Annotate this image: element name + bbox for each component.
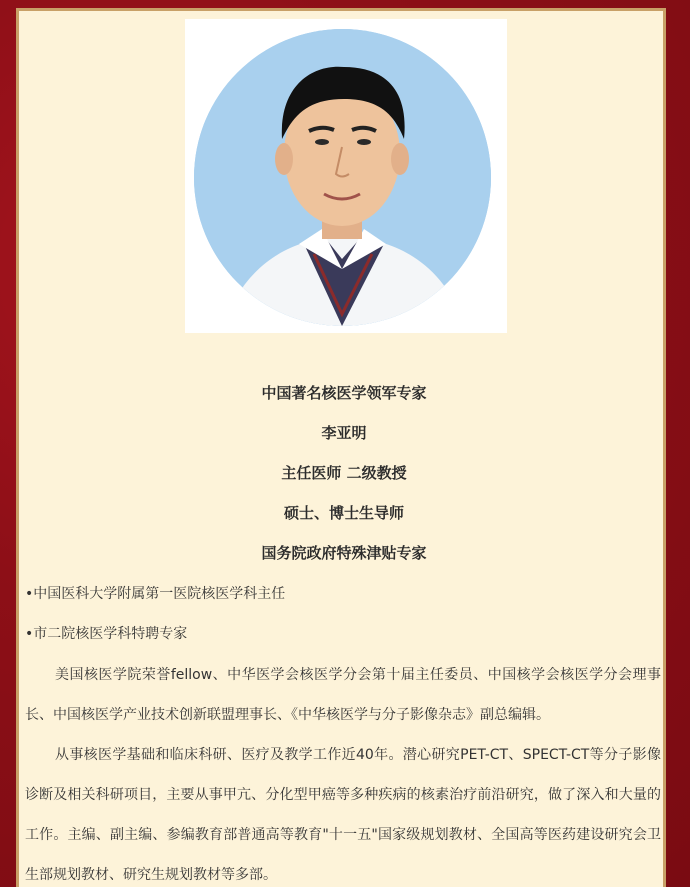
portrait-illustration (194, 29, 491, 326)
doctor-name: 李亚明 (321, 424, 367, 442)
portrait-photo (194, 29, 491, 326)
title-line: 中国著名核医学领军专家 (261, 384, 427, 402)
paragraph: 美国核医学院荣誉fellow、中华医学会核医学分会第十届主任委员、中国核学会核医学分会理事长、中国核医学产业技术创新联盟理事长、《中华核医学与分子影像杂志》副总编辑。 (25, 667, 661, 723)
honor-line: 国务院政府特殊津贴专家 (261, 544, 427, 562)
paragraph: 从事核医学基础和临床科研、医疗及教学工作近40年。潜心研究PET-CT、SPECT-CT等分子影像诊断及相关科研项目，主要从事甲亢、分化型甲癌等多种疾病的核素治疗前沿研究，做了深入和大量的工作。主编、副主编、参编教育部普通高等教育"十一五"国家级规划教材、全国高等医药建设研究会卫生部规划教材、研究生规划教材等多部。 (25, 747, 661, 883)
supervisor-line: 硕士、博士生导师 (283, 504, 404, 522)
portrait-frame (185, 19, 507, 333)
bullet-item: •市二院核医学科特聘专家 (25, 626, 188, 642)
content-panel (16, 8, 666, 887)
position-line: 主任医师 二级教授 (281, 464, 407, 482)
bullet-item: •中国医科大学附属第一医院核医学科主任 (25, 586, 286, 602)
